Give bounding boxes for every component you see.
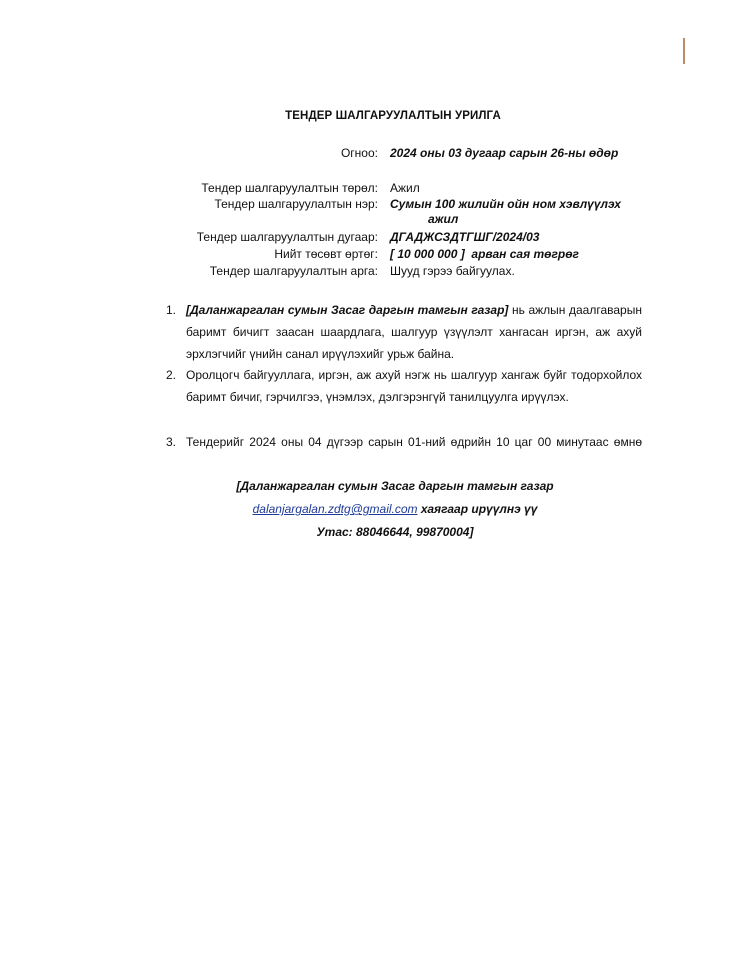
item-text: Тендерийг 2024 оны 04 дүгээр сарын 01-ний өдрийн 10 цаг 00 минутаас өмнө bbox=[186, 435, 642, 449]
field-label: Тендер шалгаруулалтын дугаар: bbox=[196, 230, 378, 244]
field-label: Нийт төсөвт өртөг: bbox=[274, 247, 378, 261]
field-value: Ажил bbox=[390, 181, 420, 195]
list-item bbox=[166, 431, 642, 453]
list-item bbox=[166, 364, 642, 408]
field-value-line2: ажил bbox=[428, 212, 459, 226]
budget-words: арван сая төгрөг bbox=[471, 247, 579, 261]
field-label: Тендер шалгаруулалтын төрөл: bbox=[201, 181, 378, 195]
field-value-line1: Сумын 100 жилийн ойн ном хэвлүүлэх bbox=[390, 197, 621, 211]
email-suffix: хаягаар ирүүлнэ үү bbox=[417, 502, 538, 516]
item-number: 2. bbox=[166, 368, 177, 382]
document-title: ТЕНДЕР ШАЛГАРУУЛАЛТЫН УРИЛГА bbox=[285, 110, 501, 122]
field-label: Тендер шалгаруулалтын арга: bbox=[209, 264, 378, 278]
item-number: 1. bbox=[166, 303, 177, 317]
field-value: ДГАДЖСЗДТГШГ/2024/03 bbox=[390, 230, 540, 244]
field-value bbox=[390, 247, 579, 262]
list-item bbox=[166, 299, 642, 365]
item-text bbox=[186, 299, 642, 365]
date-value: 2024 оны 03 дугаар сарын 26-ны өдөр bbox=[390, 146, 619, 160]
item-org: [Даланжаргалан сумын Засаг даргын тамгын газар] bbox=[186, 303, 509, 317]
email-link[interactable]: dalanjargalan.zdtg@gmail.com bbox=[252, 502, 418, 516]
item-text: Оролцогч байгууллага, иргэн, аж ахуй нэгж нь шалгуур хангаж буйг тодорхойлох баримт бичиг, гэрчилгээ, үнэмлэх, дэлгэрэнгүй танилцуулга ирүүлэх. bbox=[186, 368, 642, 404]
item-number: 3. bbox=[166, 435, 177, 449]
item-text-b: даалгаварын баримт бичигт заасан шаардлага, шалгуур үзүүлэлт хангасан иргэн, аж ахуй эрхлэгчийг үнийн санал ирүүлэхийг урьж байна. bbox=[186, 303, 642, 361]
contact-email-line bbox=[0, 498, 750, 520]
field-label: Тендер шалгаруулалтын нэр: bbox=[214, 197, 378, 211]
contact-org: [Даланжаргалан сумын Засаг даргын тамгын газар bbox=[236, 479, 554, 493]
scan-edge-mark bbox=[683, 38, 685, 64]
contact-phone: Утас: 88046644, 99870004] bbox=[316, 525, 474, 539]
field-value: Шууд гэрээ байгуулах. bbox=[390, 264, 515, 278]
date-label: Огноо: bbox=[340, 146, 378, 160]
budget-amount: [ 10 000 000 ] bbox=[390, 247, 465, 261]
item-text-a: нь ажлын bbox=[508, 303, 566, 317]
